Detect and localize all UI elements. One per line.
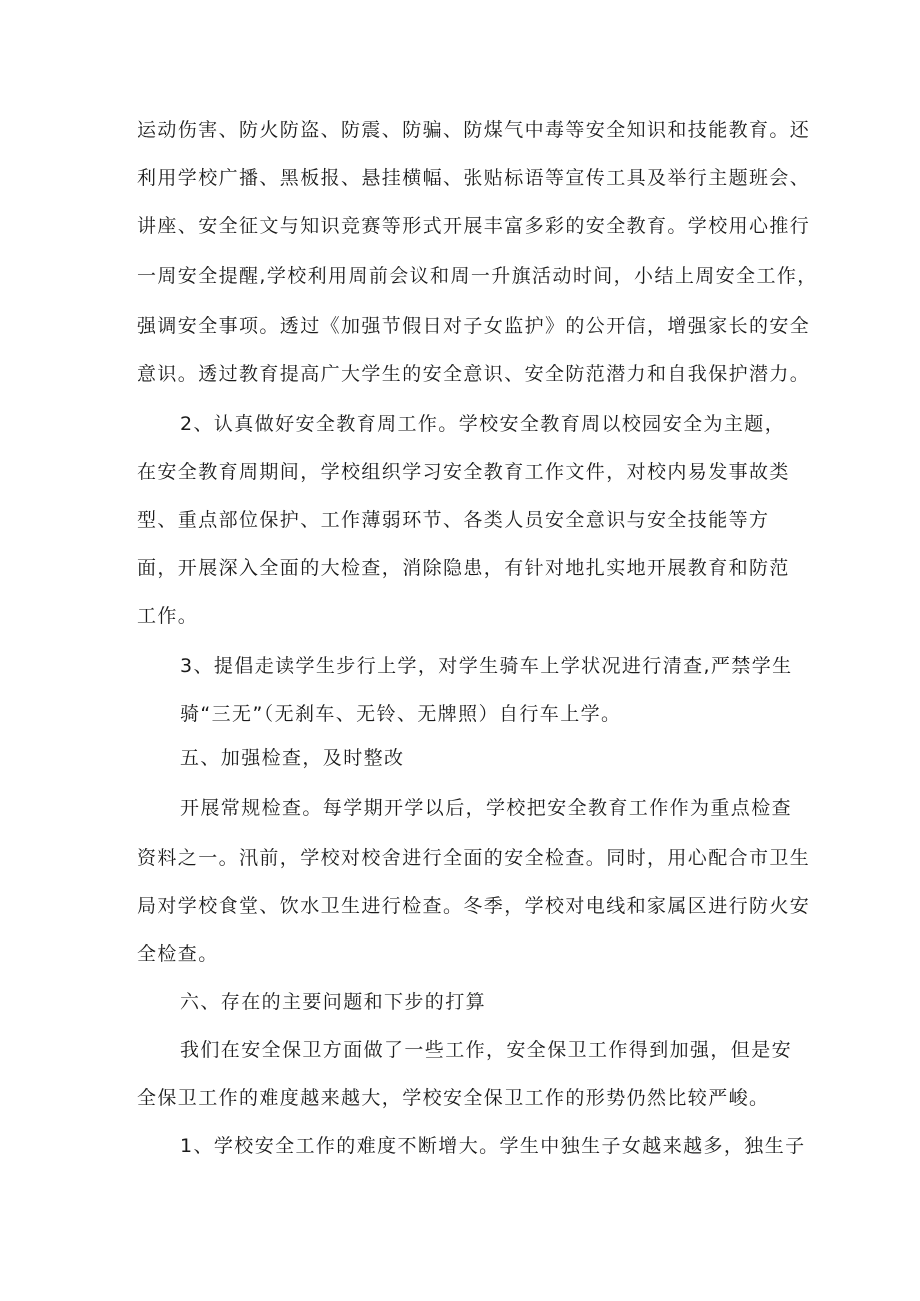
paragraph-line: 开展常规检查。每学期开学以后，学校把安全教育工作作为重点检查 — [180, 797, 793, 819]
paragraph-line: 3、提倡走读学生步行上学，对学生骑车上学状况进行清查,严禁学生 — [180, 655, 793, 677]
paragraph-line: 利用学校广播、黑板报、悬挂横幅、张贴标语等宣传工具及举行主题班会、 — [137, 167, 811, 189]
paragraph-line: 工作。 — [137, 605, 199, 627]
paragraph-line: 在安全教育周期间，学校组织学习安全教育工作文件，对校内易发事故类 — [137, 461, 790, 483]
paragraph-line: 意识。透过教育提高广大学生的安全意识、安全防范潜力和自我保护潜力。 — [137, 363, 811, 385]
paragraph-line: 骑“三无”（无刹车、无铃、无牌照）自行车上学。 — [180, 703, 622, 725]
paragraph-line: 局对学校食堂、饮水卫生进行检查。冬季，学校对电线和家属区进行防火安 — [137, 895, 811, 917]
paragraph-line: 讲座、安全征文与知识竞赛等形式开展丰富多彩的安全教育。学校用心推行 — [137, 215, 811, 237]
paragraph-line: 全检查。 — [137, 943, 219, 965]
section-heading: 六、存在的主要问题和下步的打算 — [180, 991, 487, 1013]
paragraph-line: 2、认真做好安全教育周工作。学校安全教育周以校园安全为主题， — [180, 413, 786, 435]
paragraph-line: 1、学校安全工作的难度不断增大。学生中独生子女越来越多，独生子 — [180, 1135, 806, 1157]
paragraph-line: 型、重点部位保护、工作薄弱环节、各类人员安全意识与安全技能等方 — [137, 509, 770, 531]
paragraph-line: 全保卫工作的难度越来越大，学校安全保卫工作的形势仍然比较严峻。 — [137, 1087, 770, 1109]
section-heading: 五、加强检查，及时整改 — [180, 747, 405, 769]
paragraph-line: 面，开展深入全面的大检查，消除隐患，有针对地扎实地开展教育和防范 — [137, 557, 790, 579]
paragraph-line: 强调安全事项。透过《加强节假日对子女监护》的公开信，增强家长的安全 — [137, 315, 811, 337]
paragraph-line: 一周安全提醒,学校利用周前会议和周一升旗活动时间，小结上周安全工作， — [137, 265, 818, 287]
paragraph-line: 运动伤害、防火防盗、防震、防骗、防煤气中毒等安全知识和技能教育。还 — [137, 119, 811, 141]
paragraph-line: 我们在安全保卫方面做了一些工作，安全保卫工作得到加强，但是安 — [180, 1039, 793, 1061]
paragraph-line: 资料之一。汛前，学校对校舍进行全面的安全检查。同时，用心配合市卫生 — [137, 847, 811, 869]
